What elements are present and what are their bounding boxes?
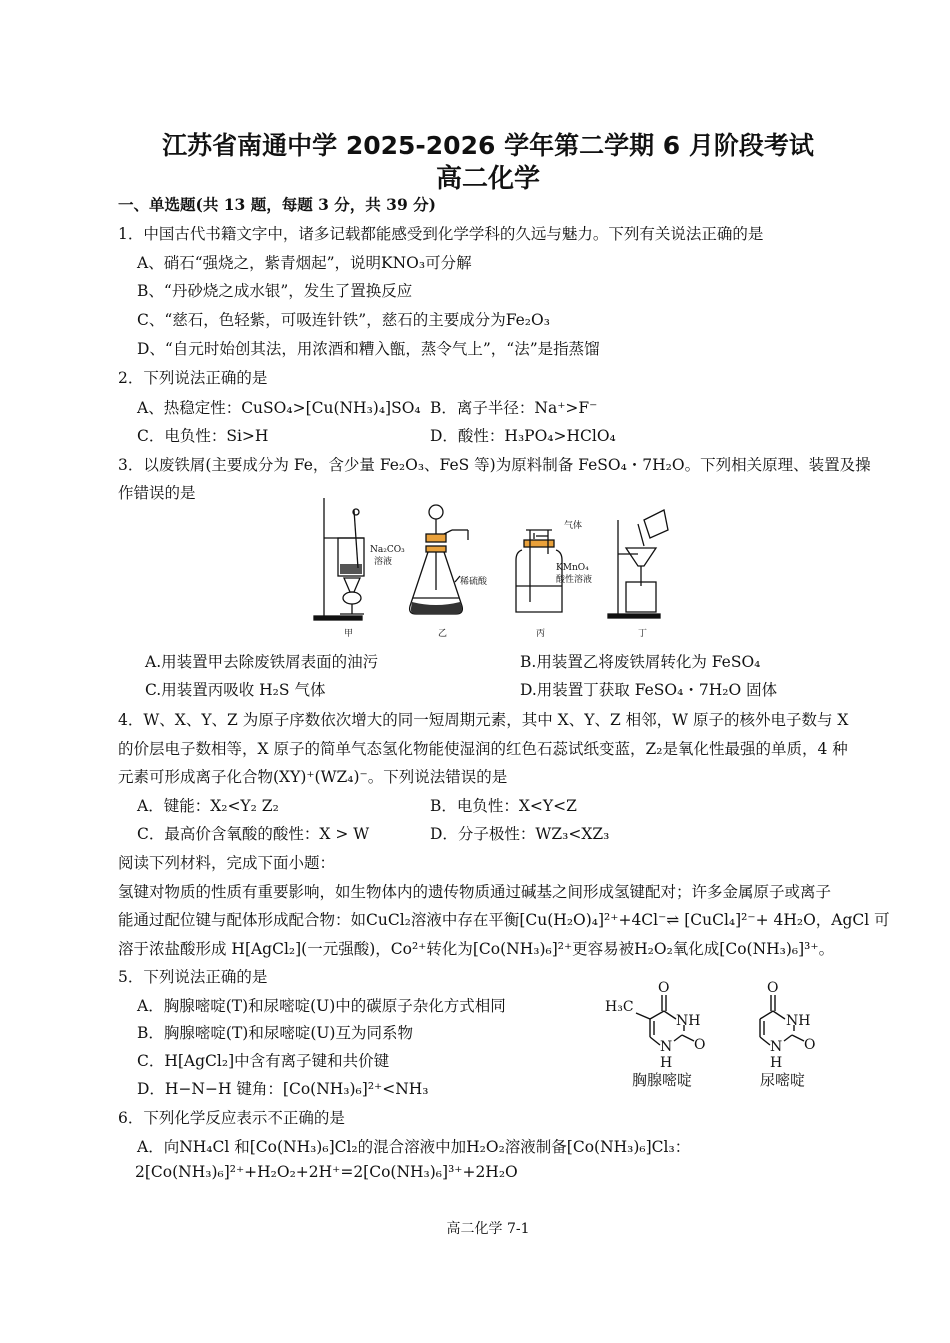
q2-option-b: B．离子半径：Na⁺>F⁻ bbox=[430, 399, 598, 417]
q1-stem: 1．中国古代书籍文字中，诸多记载都能感受到化学学科的久远与魅力。下列有关说法正确的是 bbox=[118, 225, 764, 243]
section-heading: 一、单选题(共 13 题，每题 3 分，共 39 分) bbox=[118, 195, 436, 214]
apparatus-yi bbox=[410, 505, 468, 614]
q4-option-a: A．键能：X₂<Y₂ Z₂ bbox=[137, 797, 279, 815]
q4-stem-line1: 4．W、X、Y、Z 为原子序数依次增大的同一短周期元素，其中 X、Y、Z 相邻，W 原子的核外电子数与 X bbox=[118, 711, 849, 729]
q4-option-c: C．最高价含氧酸的酸性：X > W bbox=[137, 825, 370, 843]
uracil-o-right: O bbox=[804, 1037, 816, 1053]
apparatus-jia bbox=[314, 498, 364, 620]
uracil-nh: NH bbox=[786, 1013, 811, 1029]
q1-option-c: C、“慈石，色轻紫，可吸连针铁”，慈石的主要成分为Fe₂O₃ bbox=[137, 311, 550, 329]
apparatus-ding bbox=[608, 510, 668, 618]
q2-option-d: D．酸性：H₃PO₄>HClO₄ bbox=[430, 427, 616, 445]
q4-option-d: D．分子极性：WZ₃<XZ₃ bbox=[430, 825, 610, 843]
q6-option-a: A．向NH₄Cl 和[Co(NH₃)₆]Cl₂的混合溶液中加H₂O₂溶液制备[Co(NH₃)₆]Cl₃： bbox=[137, 1138, 691, 1156]
page-footer: 高二化学 7-1 bbox=[446, 1221, 530, 1237]
thymine-nh: NH bbox=[676, 1013, 701, 1029]
uracil-h: H bbox=[770, 1055, 783, 1071]
reading-intro: 阅读下列材料，完成下面小题： bbox=[118, 854, 336, 872]
q3-stem-line2: 作错误的是 bbox=[118, 484, 196, 502]
label-dilute-h2so4: 稀硫酸 bbox=[460, 577, 488, 587]
caption-yi: 乙 bbox=[438, 629, 448, 639]
q4-option-b: B．电负性：X<Y<Z bbox=[430, 797, 577, 815]
q2-option-c: C．电负性：Si>H bbox=[137, 427, 269, 445]
q1-option-d: D、“自元时始创其法，用浓酒和糟入甑，蒸令气上”，“法”是指蒸馏 bbox=[137, 340, 600, 358]
uracil-o-top: O bbox=[767, 980, 779, 996]
reading-para-line2: 能通过配位键与配体形成配合物：如CuCl₂溶液中存在平衡[Cu(H₂O)₄]²⁺+4Cl⁻⇌ [CuCl₄]²⁻+ 4H₂O，AgCl 可 bbox=[118, 911, 890, 929]
reading-para-line3: 溶于浓盐酸形成 H[AgCl₂](一元强酸)，Co²⁺转化为[Co(NH₃)₆]²⁺更容易被H₂O₂氧化成[Co(NH₃)₆]³⁺。 bbox=[118, 940, 835, 958]
uracil-name: 尿嘧啶 bbox=[760, 1071, 806, 1089]
q3-apparatus-figure bbox=[300, 490, 680, 640]
q5-option-a: A．胸腺嘧啶(T)和尿嘧啶(U)中的碳原子杂化方式相同 bbox=[137, 997, 506, 1015]
q5-option-c: C．H[AgCl₂]中含有离子键和共价键 bbox=[137, 1052, 390, 1070]
q4-stem-line2: 的价层电子数相等，X 原子的简单气态氢化物能使湿润的红色石蕊试纸变蓝，Z₂是氧化性最强的单质，4 种 bbox=[118, 740, 848, 758]
q3-option-a: A.用装置甲去除废铁屑表面的油污 bbox=[145, 653, 379, 671]
caption-jia: 甲 bbox=[344, 629, 354, 639]
thymine-name: 胸腺嘧啶 bbox=[632, 1071, 693, 1089]
q6-option-a-equation: 2[Co(NH₃)₆]²⁺+H₂O₂+2H⁺=2[Co(NH₃)₆]³⁺+2H₂O bbox=[135, 1163, 518, 1181]
thymine-o-right: O bbox=[694, 1037, 706, 1053]
q3-option-c: C.用装置丙吸收 H₂S 气体 bbox=[145, 681, 326, 699]
exam-subtitle: 高二化学 bbox=[435, 164, 540, 194]
q2-option-a: A、热稳定性：CuSO₄>[Cu(NH₃)₄]SO₄ bbox=[137, 399, 421, 417]
label-na2co3: Na₂CO₃ bbox=[370, 545, 405, 555]
uracil-n: N bbox=[770, 1039, 783, 1055]
thymine-o-top: O bbox=[658, 980, 670, 996]
thymine-n: N bbox=[660, 1039, 673, 1055]
q3-option-d: D.用装置丁获取 FeSO₄・7H₂O 固体 bbox=[520, 681, 778, 699]
q4-stem-line3: 元素可形成离子化合物(XY)⁺(WZ₄)⁻。下列说法错误的是 bbox=[118, 768, 508, 786]
label-solution: 溶液 bbox=[374, 557, 393, 567]
thymine-h: H bbox=[660, 1055, 673, 1071]
thymine-h3c: H₃C bbox=[605, 999, 634, 1015]
q5-option-b: B．胸腺嘧啶(T)和尿嘧啶(U)互为同系物 bbox=[137, 1024, 413, 1042]
q5-stem: 5．下列说法正确的是 bbox=[118, 968, 268, 986]
reading-para-line1: 氢键对物质的性质有重要影响，如生物体内的遗传物质通过碱基之间形成氢键配对；许多金属原子或离子 bbox=[118, 883, 832, 901]
q6-stem: 6．下列化学反应表示不正确的是 bbox=[118, 1109, 345, 1127]
q5-option-d: D．H−N−H 键角：[Co(NH₃)₆]²⁺<NH₃ bbox=[137, 1080, 429, 1098]
q3-stem-line1: 3．以废铁屑(主要成分为 Fe，含少量 Fe₂O₃、FeS 等)为原料制备 FeSO₄・7H₂O。下列相关原理、装置及操 bbox=[118, 456, 871, 474]
label-acidic-solution: 酸性溶液 bbox=[556, 575, 593, 585]
label-gas: 气体 bbox=[564, 521, 583, 531]
q5-structures-figure bbox=[600, 975, 830, 1090]
q2-stem: 2．下列说法正确的是 bbox=[118, 369, 268, 387]
label-kmno4: KMnO₄ bbox=[556, 563, 589, 573]
q1-option-a: A、硝石“强烧之，紫青烟起”，说明KNO₃可分解 bbox=[137, 254, 472, 272]
q3-option-b: B.用装置乙将废铁屑转化为 FeSO₄ bbox=[520, 653, 761, 671]
caption-ding: 丁 bbox=[638, 629, 648, 639]
q1-option-b: B、“丹砂烧之成水银”，发生了置换反应 bbox=[137, 282, 413, 300]
exam-title: 江苏省南通中学 2025-2026 学年第二学期 6 月阶段考试 bbox=[162, 131, 814, 160]
caption-bing: 丙 bbox=[536, 629, 546, 639]
